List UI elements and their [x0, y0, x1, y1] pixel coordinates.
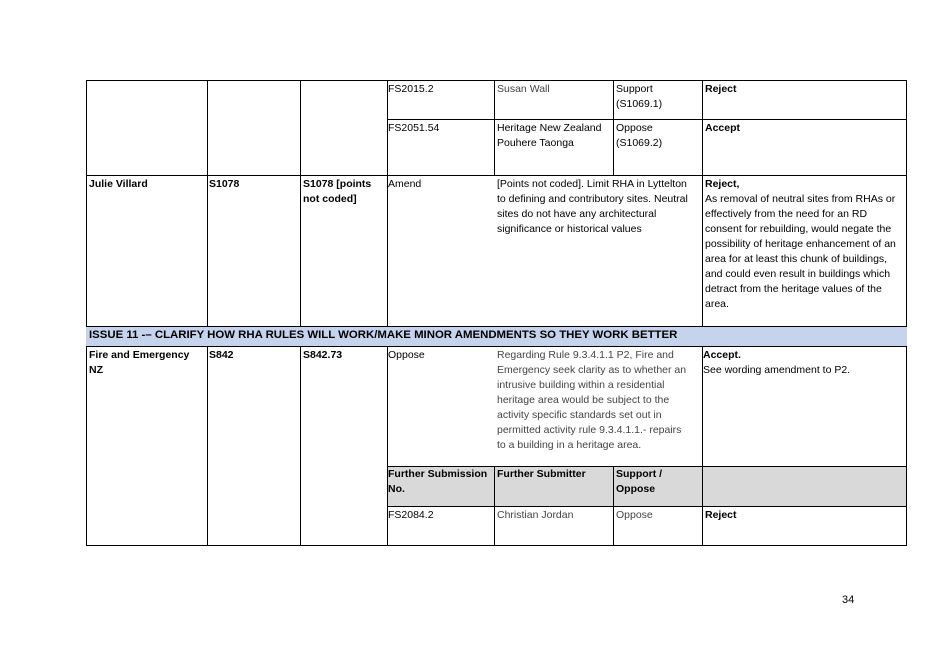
fire-sub-no: S842 [209, 349, 234, 361]
villard-summary: [Points not coded]. Limit RHA in Lyttelton to defining and contributory sites. Neutral sites do not have any architectural significance or historical values [497, 178, 688, 235]
fs2015-submitter: Susan Wall [497, 83, 550, 95]
fs2015-decision: Reject [705, 83, 737, 95]
villard-position: Amend [388, 178, 422, 190]
fire-name: Fire and Emergency NZ [89, 349, 190, 376]
further-header-submitter: Further Submitter [497, 468, 586, 480]
villard-sub-no: S1078 [209, 178, 240, 190]
fs2084-position: Oppose [616, 509, 653, 521]
villard-decision: Reject, [705, 178, 740, 190]
fire-point: S842.73 [303, 349, 343, 361]
villard-reason: As removal of neutral sites from RHAs or effectively from the need for an RD consent for rebuilding, would negate the possibility of heritage enhancement of an area for at least this chunk of buildings, and could even result in buildings which detract from the heritage values of the area. [705, 193, 896, 310]
page-number: 34 [842, 594, 855, 606]
fs2051-number: FS2051.54 [388, 122, 440, 134]
fire-decision-cell [703, 348, 853, 378]
villard-decision-cell [705, 177, 905, 312]
submissions-table [86, 80, 907, 546]
fire-summary: Regarding Rule 9.3.4.1.1 P2, Fire and Emergency seek clarity as to whether an intrusive building within a residential heritage area would be subject to the activity specific standards set out in permitted activity rule 9.3.4.1.1.- repairs to a building in a heritage area. [497, 349, 687, 451]
fire-reason: See wording amendment to P2. [703, 364, 851, 376]
further-header-number: Further Submission No. [388, 468, 488, 495]
fs2051-position: Oppose (S1069.2) [616, 122, 663, 149]
issue-title: ISSUE 11 -– CLARIFY HOW RHA RULES WILL WORK/MAKE MINOR AMENDMENTS SO THEY WORK BETTER [89, 329, 678, 341]
fs2015-number: FS2015.2 [388, 83, 434, 95]
fs2051-submitter: Heritage New Zealand Pouhere Taonga [497, 122, 602, 149]
fs2084-number: FS2084.2 [388, 509, 434, 521]
fire-position: Oppose [388, 349, 425, 361]
fire-decision: Accept. [703, 349, 741, 361]
fs2084-submitter: Christian Jordan [497, 509, 574, 521]
further-header-position: Support / Oppose [616, 468, 663, 495]
fs2015-position: Support (S1069.1) [616, 83, 663, 110]
fs2084-decision: Reject [705, 509, 737, 521]
villard-point: S1078 [points not coded] [303, 178, 372, 205]
villard-name: Julie Villard [89, 178, 148, 190]
fs2051-decision: Accept [705, 122, 741, 134]
